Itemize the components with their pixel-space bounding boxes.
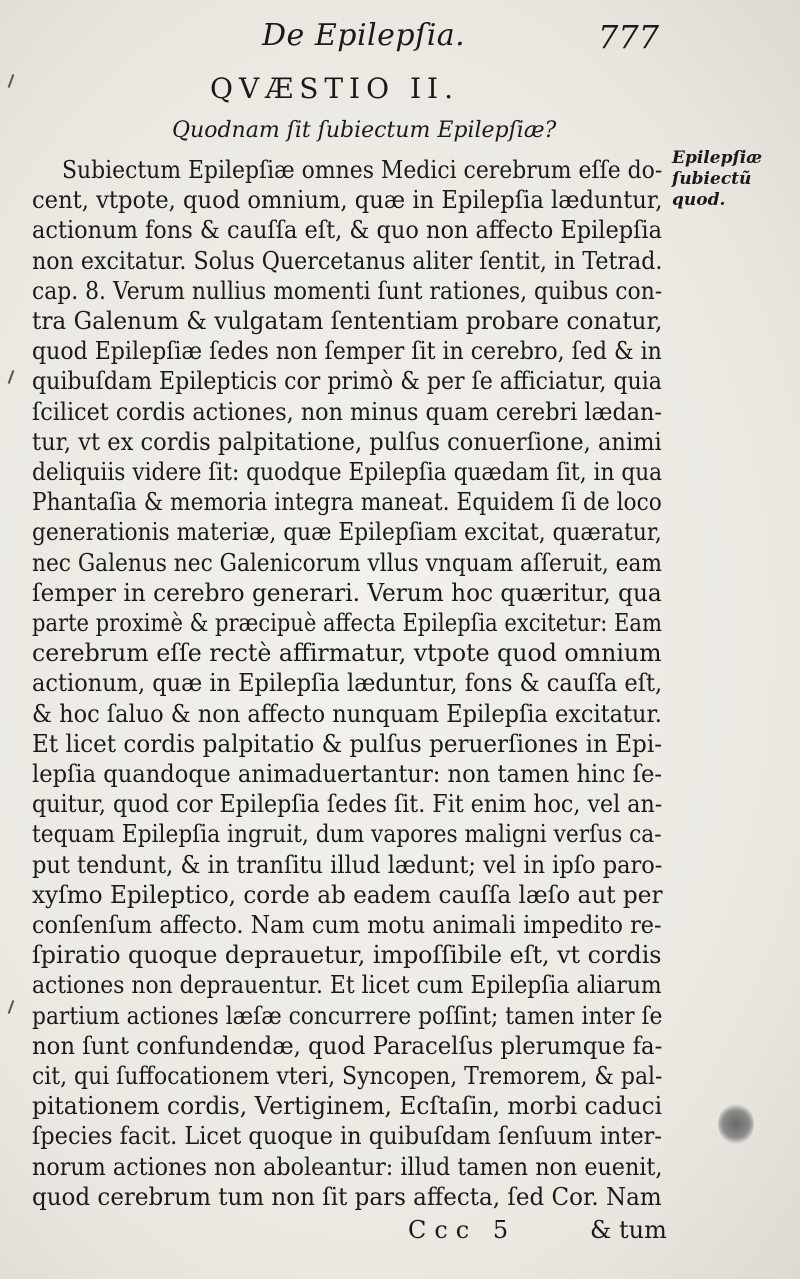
text-line: partium actiones læſæ concurrere poſſint; tamen inter ſe xyxy=(32,1000,663,1030)
text-line: cent, vtpote, quod omnium, quæ in Epilepſia læduntur, xyxy=(32,185,663,215)
question-subtitle: Quodnam ſit ſubiectum Epilepſiæ? xyxy=(172,118,557,143)
signature-mark: Ccc 5 xyxy=(408,1216,517,1244)
text-line: deliquiis videre ſit: quodque Epilepſia quædam ſit, in qua xyxy=(32,457,663,486)
text-line: cit, qui ſuffocationem vteri, Syncopen, Tremorem, & pal- xyxy=(32,1061,663,1090)
text-line: Phantaſia & memoria integra maneat. Equidem ſi de loco xyxy=(32,487,662,517)
text-line: ſcilicet cordis actiones, non minus quam cerebri lædan- xyxy=(32,396,662,426)
marginal-note-line: quod. xyxy=(672,190,726,210)
text-line: ſemper in cerebro generari. Verum hoc quæritur, qua xyxy=(32,577,662,607)
text-line: quibuſdam Epilepticis cor primò & per ſe afficiatur, quia xyxy=(32,366,662,396)
text-line: conſenſum affecto. Nam cum motu animali impedito re- xyxy=(32,910,662,939)
text-line: tequam Epilepſia ingruit, dum vapores maligni verſus ca- xyxy=(32,819,662,849)
text-line: lepſia quandoque animaduertantur: non tamen hinc ſe- xyxy=(32,759,662,788)
text-line: ſpiratio quoque deprauetur, impoſſibile eſt, vt cordis xyxy=(32,940,662,970)
text-line: generationis materiæ, quæ Epilepſiam excitat, quæratur, xyxy=(32,517,662,547)
text-line: tra Galenum & vulgatam ſententiam probare conatur, xyxy=(32,306,663,335)
text-line: nec Galenus nec Galenicorum vllus vnquam aſſeruit, eam xyxy=(32,547,662,577)
text-line: & hoc ſaluo & non affecto nunquam Epilepſia excitatur. xyxy=(32,698,662,728)
text-line: tur, vt ex cordis palpitatione, pulſus conuerſione, animi xyxy=(32,426,662,456)
text-line: non excitatur. Solus Quercetanus aliter ſentit, in Tetrad. xyxy=(32,245,663,275)
text-line: pitationem cordis, Vertiginem, Ecſtaſin, morbi caduci xyxy=(32,1091,663,1121)
text-line: cap. 8. Verum nullius momenti ſunt rationes, quibus con- xyxy=(32,275,663,305)
margin-mark xyxy=(8,1000,15,1014)
text-line: ſpecies facit. Licet quoque in quibuſdam ſenſuum inter- xyxy=(32,1121,662,1151)
margin-mark xyxy=(8,370,15,384)
text-line: actiones non deprauentur. Et licet cum Epilepſia aliarum xyxy=(32,970,662,1000)
section-title: QVÆSTIO II. xyxy=(210,72,459,105)
catchword: & tum xyxy=(590,1216,667,1244)
text-line: Subiectum Epilepſiæ omnes Medici cerebrum eſſe do- xyxy=(62,155,663,184)
ink-blot xyxy=(718,1104,754,1144)
text-line: actionum fons & cauſſa eſt, & quo non affecto Epilepſia xyxy=(32,215,662,245)
text-line: put tendunt, & in tranſitu illud lædunt; vel in ipſo paro- xyxy=(32,849,663,879)
running-head: De Epilepſia. xyxy=(262,18,466,53)
text-line: actionum, quæ in Epilepſia læduntur, fons & cauſſa eſt, xyxy=(32,668,663,698)
page-number: 777 xyxy=(598,18,660,56)
text-line: quod Epilepſiæ ſedes non ſemper ſit in cerebro, ſed & in xyxy=(32,336,662,366)
text-line: cerebrum eſſe rectè affirmatur, vtpote quod omnium xyxy=(32,638,662,668)
text-line: parte proximè & præcipuè affecta Epilepſia excitetur: Eam xyxy=(32,608,662,637)
text-line: xyſmo Epileptico, corde ab eadem cauſſa læſo aut per xyxy=(32,879,663,909)
text-line: quitur, quod cor Epilepſia ſedes ſit. Fit enim hoc, vel an- xyxy=(32,789,663,819)
text-line: non ſunt confundendæ, quod Paracelſus plerumque fa- xyxy=(32,1030,663,1060)
margin-mark xyxy=(8,74,15,88)
text-line: norum actiones non aboleantur: illud tamen non euenit, xyxy=(32,1151,663,1181)
text-line: Et licet cordis palpitatio & pulſus peruerſiones in Epi- xyxy=(32,728,663,758)
text-line: quod cerebrum tum non ſit pars affecta, ſed Cor. Nam xyxy=(32,1181,662,1211)
marginal-note xyxy=(672,148,792,211)
marginal-note-line: ſubiectũ xyxy=(672,169,752,189)
marginal-note-line: Epilepſiæ xyxy=(672,148,763,168)
